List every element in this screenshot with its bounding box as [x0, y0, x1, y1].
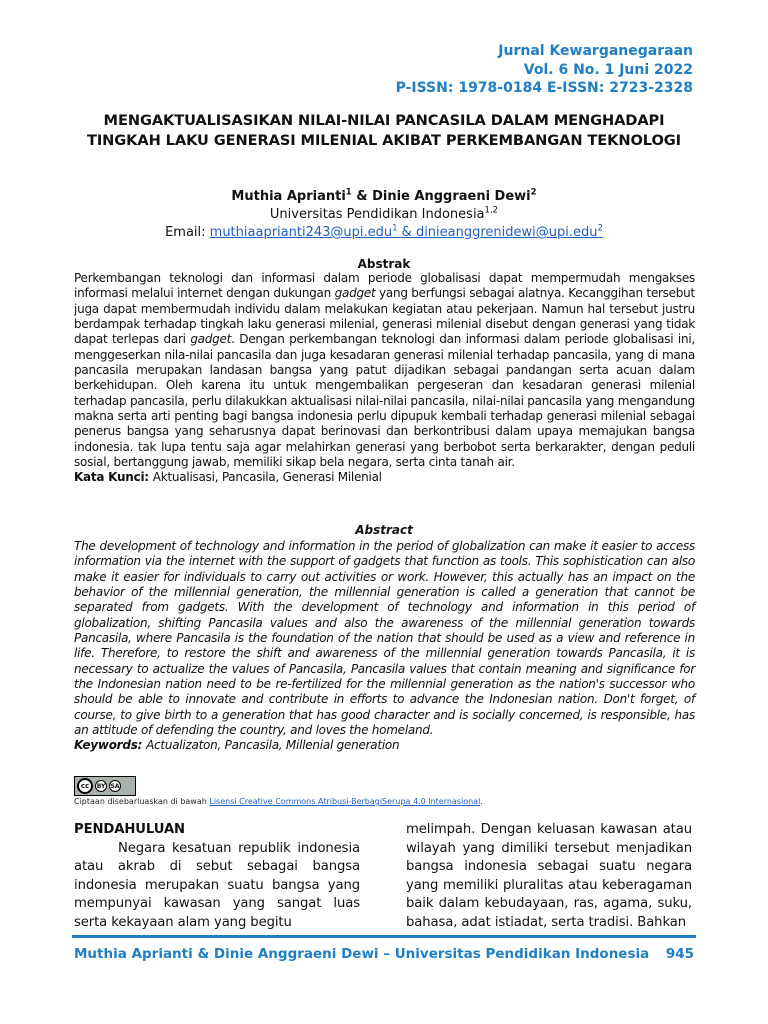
email-label: Email:: [165, 225, 210, 240]
email-link-1[interactable]: muthiaaprianti243@upi.edu$^1$ &: [209, 223, 416, 240]
cc-by-icon: BY: [95, 780, 107, 792]
affiliation-text: Universitas Pendidikan Indonesia: [269, 207, 485, 222]
paper-title: MENGAKTUALISASIKAN NILAI-NILAI PANCASILA DALAM MENGHADAPI TINGKAH LAKU GENERASI MILENIAL AKIBAT PERKEMBANGAN TEKNOLOGI: [87, 112, 681, 149]
journal-name: Jurnal Kewarganegaraan: [498, 43, 693, 59]
cc-license-badge[interactable]: [74, 776, 136, 796]
intro-paragraph-right: melimpah. Dengan keluasan kawasan atau wilayah yang dimiliki tersebut menjadikan bangsa indonesia sebagai suatu negara yang memiliki pluralitas atau keberagaman baik dalam kebudayaan, ras, agama, suku, bahasa, adat istiadat, serta tradisi. Bahkan: [406, 822, 692, 930]
cc-sa-icon: SA: [109, 780, 121, 792]
abstract-heading: Abstract: [355, 523, 413, 537]
author-2-sup: 2: [530, 187, 537, 198]
footer-divider: [72, 935, 696, 938]
author-block: [76, 188, 692, 242]
author-2: Dinie Anggraeni Dewi: [372, 189, 531, 204]
journal-issn: P-ISSN: 1978-0184 E-ISSN: 2723-2328: [395, 80, 693, 96]
page-footer: [74, 946, 694, 962]
email-link-2[interactable]: dinieanggrenidewi@upi.edu$^2$: [415, 223, 603, 240]
keywords: Keywords: Actualizaton, Pancasila, Millenial generation: [74, 738, 400, 753]
page-number: 945: [665, 946, 694, 962]
cc-icon: cc: [77, 778, 93, 794]
license-line: Ciptaan disebarluaskan di bawah Lisensi Creative Commons Atribusi-BerbagiSerupa 4.0 Internasional.: [74, 797, 483, 806]
abstrak-heading: Abstrak: [357, 257, 411, 271]
footer-authors: Muthia Aprianti & Dinie Anggraeni Dewi – Universitas Pendidikan Indonesia: [74, 946, 650, 962]
kata-kunci: Kata Kunci: Aktualisasi, Pancasila, Generasi Milenial: [74, 470, 382, 485]
abstrak-body: Perkembangan teknologi dan informasi dalam periode globalisasi dapat mempermudah mengakses informasi melalui internet dengan dukungan gadget yang berfungsi sebagai alatnya. Kecanggihan tersebut juga dapat membermudah individu dalam melakukan kegiatan atau pekerjaan. Namun hal tersebut justru berdampak terhadap tingkah laku generasi milenial, generasi milenial disebut dengan generasi yang tidak dapat terlepas dari gadget. Dengan perkembangan teknologi dan informasi dalam periode globalisasi ini, menggeserkan nila-nilai pancasila dan juga kesadaran generasi milenial terhadap pancasila, yang di mana pancasila merupakan landasan bangsa yang patut dijadikan sebagai pandangan serta acuan dalam berkehidupan. Oleh karena itu untuk mengembalikan pergeseran dan kesadaran generasi milenial terhadap pancasila, perlu dilakukkan aktualisasi nilai-nilai pancasila, nilai-nilai pancasila yang mengandung makna serta arti penting bagi bangsa indonesia perlu dipupuk kembali terhadap generasi milenial sebagai penerus bangsa yang seharusnya dapat berinovasi dan berkontribusi dalam upaya memajukan bangsa indonesia. tak lupa tentu saja agar melahirkan generasi yang berbobot serta berkarakter, dengan peduli sosial, bertanggung jawab, memiliki sikap bela negara, serta cinta tanah air. Kata Kunci: Aktualisasi, Pancasila, Generasi Milenial: [74, 271, 695, 485]
affiliation-sup: 1,2: [484, 205, 499, 216]
license-link[interactable]: Lisensi Creative Commons Atribusi-BerbagiSerupa 4.0 Internasional: [209, 797, 481, 806]
author-1-sup: 1: [345, 187, 352, 198]
author-and: &: [351, 189, 373, 204]
author-1: Muthia Aprianti: [231, 189, 346, 204]
abstract-body: The development of technology and information in the period of globalization can make it easier to access information via the internet with the support of gadgets that function as tools. This sophistication can also make it easier for individuals to carry out activities or work. However, this actually has an impact on the behavior of the millennial generation, the millennial generation is called a generation that cannot be separated from gadgets. With the development of technology and information in this period of globalization, shifting Pancasila values and also the awareness of the millennial generation towards Pancasila, where Pancasila is the foundation of the nation that should be used as a view and reference in life. Therefore, to restore the shift and awareness of the millennial generation towards Pancasila, it is necessary to actualize the values of Pancasila, Pancasila values that contain meaning and significance for the Indonesian nation need to be re-fertilized for the millennial generation as the nation's successor who should be able to innovate and contribute in efforts to advance the Indonesian nation. Don't forget, of course, to give birth to a generation that has good character and is socially concerned, is responsible, has an attitude of defending the country, and loves the homeland. Keywords: Actualizaton, Pancasila, Millenial generation: [74, 539, 695, 753]
affiliation: [76, 206, 692, 224]
journal-volume: Vol. 6 No. 1 Juni 2022: [523, 61, 693, 78]
author-names: [76, 188, 692, 206]
body-column-right: [406, 821, 692, 932]
intro-paragraph-left: Negara kesatuan republik indonesia atau akrab di sebut sebagai bangsa indonesia merupakan suatu bangsa yang mempunyai kawasan yang sangat luas serta kekayaan alam yang begitu: [74, 840, 360, 930]
section-heading: PENDAHULUAN: [74, 822, 185, 837]
email-line: [76, 224, 692, 242]
body-column-left: [74, 821, 360, 932]
journal-header: [396, 42, 693, 98]
